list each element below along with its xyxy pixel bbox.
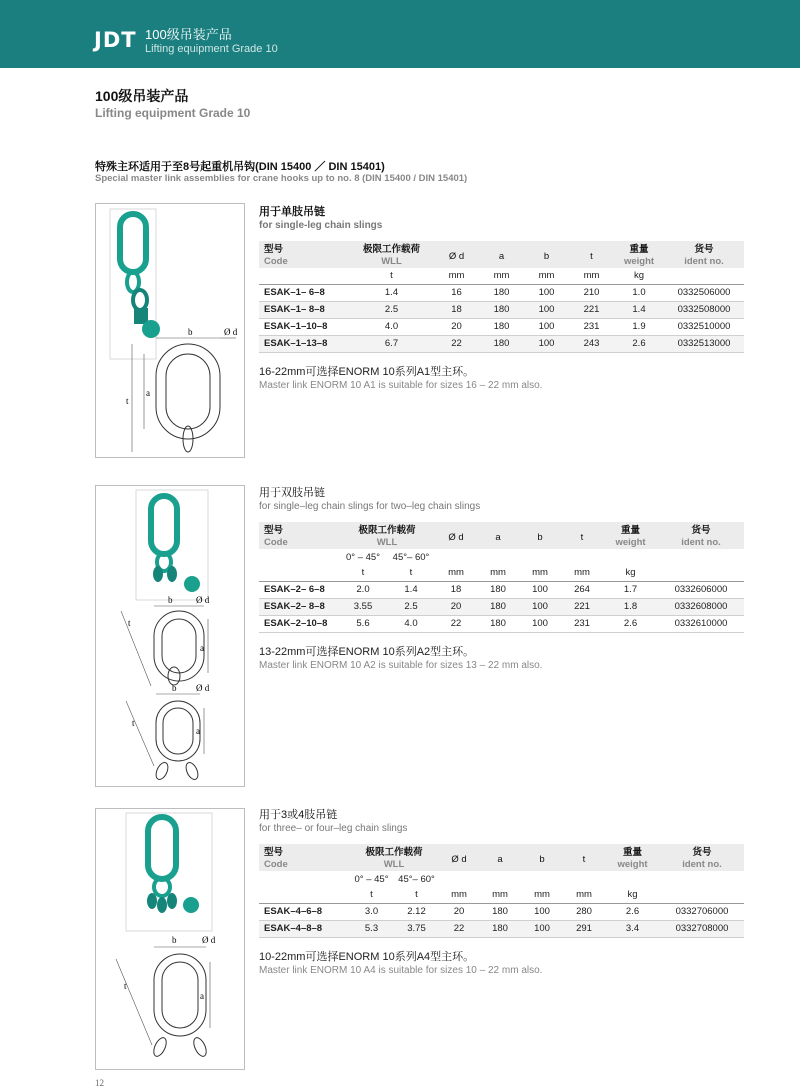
hdr-b: b <box>524 241 569 268</box>
hdr-ident-en: ident no. <box>684 256 724 267</box>
section-two-leg <box>259 486 744 673</box>
section-single-leg <box>259 205 744 393</box>
spec-table-single-leg <box>259 241 744 353</box>
header-title-en: Lifting equipment Grade 10 <box>145 43 278 55</box>
hdr-weight-cn: 重量 <box>629 244 649 255</box>
units-row: t t mm mm mm mm kg <box>259 565 744 581</box>
hdr-weight-en: weight <box>623 256 655 267</box>
table-header-row: 型号 Code 极限工作载荷 WLL Ø d a b t 重量 weight 货号 ident no. <box>259 844 744 871</box>
note-en: Master link ENORM 10 A1 is suitable for sizes 16 – 22 mm also. <box>259 379 543 391</box>
svg-text:b: b <box>168 595 173 605</box>
spec-table-two-leg <box>259 522 744 633</box>
four-leg-drawing <box>116 935 216 1058</box>
page-title-en: Lifting equipment Grade 10 <box>95 106 251 120</box>
table-row: ESAK–2– 6–8 2.0 1.4 18 180 100 264 1.7 0332606000 <box>259 581 744 598</box>
note-cn: 10-22mm可选择ENORM 10系列A4型主环。 <box>259 950 475 963</box>
note-en: Master link ENORM 10 A4 is suitable for sizes 10 – 22 mm also. <box>259 964 543 976</box>
table-row: ESAK–1–10–8 4.0 20 180 100 231 1.9 0332510000 <box>259 318 744 335</box>
table-row: ESAK–1– 8–8 2.5 18 180 100 221 1.4 0332508000 <box>259 301 744 318</box>
note-cn: 13-22mm可选择ENORM 10系列A2型主环。 <box>259 645 475 658</box>
figure-two-leg <box>95 485 245 787</box>
hdr-wll-en: WLL <box>381 256 402 267</box>
table-header-row <box>259 241 744 268</box>
master-link-photo <box>147 817 199 913</box>
section-title-cn: 用于单肢吊链 <box>259 206 325 218</box>
table-row: ESAK–1– 6–8 1.4 16 180 100 210 1.0 0332506000 <box>259 284 744 301</box>
hdr-t: t <box>569 241 614 268</box>
units-row: t t mm mm mm mm kg <box>259 887 744 903</box>
hdr-code-cn: 型号 <box>264 244 284 255</box>
hdr-ident-cn: 货号 <box>694 244 714 255</box>
hdr-code-en: Code <box>264 256 288 267</box>
svg-text:a: a <box>196 726 200 736</box>
figure-single-leg <box>95 203 245 458</box>
units-row: t mm mm mm mm kg <box>259 268 744 284</box>
hdr-d: Ø d <box>434 241 479 268</box>
table-row: ESAK–4–6–8 3.0 2.12 20 180 100 280 2.6 0332706000 <box>259 903 744 920</box>
section-title-cn: 用于双肢吊链 <box>259 487 325 499</box>
section-four-leg <box>259 808 744 978</box>
table-row: ESAK–1–13–8 6.7 22 180 100 243 2.6 0332513000 <box>259 335 744 352</box>
svg-text:a: a <box>200 991 204 1001</box>
master-link-drawing <box>126 327 238 452</box>
hdr-wll-cn: 极限工作载荷 <box>362 244 420 255</box>
dim-t-label: t <box>126 396 129 406</box>
note-en: Master link ENORM 10 A2 is suitable for sizes 13 – 22 mm also. <box>259 659 543 671</box>
svg-text:b: b <box>172 935 177 945</box>
dim-b-label: b <box>188 327 193 337</box>
subtitle-en: Special master link assemblies for crane hooks up to no. 8 (DIN 15400 / DIN 15401) <box>95 173 468 184</box>
svg-text:Ø d: Ø d <box>196 595 210 605</box>
master-link-photo <box>151 496 200 592</box>
page-header <box>0 0 800 68</box>
section-title-en: for three– or four–leg chain slings <box>259 823 408 834</box>
figure-four-leg <box>95 808 245 1070</box>
table-row: ESAK–2–10–8 5.6 4.0 22 180 100 231 2.6 0332610000 <box>259 615 744 632</box>
two-leg-drawing-top <box>121 595 210 686</box>
master-link-photo <box>120 214 160 338</box>
angles-row: 0° – 45° 45°– 60° <box>345 551 430 563</box>
spec-table-four-leg <box>259 844 744 938</box>
svg-text:t: t <box>132 718 135 728</box>
subtitle-cn: 特殊主环适用于至8号起重机吊钩(DIN 15400 ／ DIN 15401) <box>95 161 385 173</box>
svg-text:t: t <box>124 981 127 991</box>
hdr-a: a <box>479 241 524 268</box>
svg-text:Ø d: Ø d <box>202 935 216 945</box>
table-header-row: 型号 Code 极限工作载荷 WLL Ø d a b t 重量 weight 货号 ident no. <box>259 522 744 549</box>
svg-text:Ø d: Ø d <box>196 683 210 693</box>
dim-d-label: Ø d <box>224 327 238 337</box>
svg-text:b: b <box>172 683 177 693</box>
table-row: ESAK–2– 8–8 3.55 2.5 20 180 100 221 1.8 0332608000 <box>259 598 744 615</box>
brand-logo: JDT <box>94 28 137 52</box>
svg-text:t: t <box>128 618 131 628</box>
note-cn: 16-22mm可选择ENORM 10系列A1型主环。 <box>259 365 475 378</box>
table-row: ESAK–4–8–8 5.3 3.75 22 180 100 291 3.4 0332708000 <box>259 920 744 937</box>
header-title-cn: 100级吊装产品 <box>145 27 232 42</box>
page-title-cn: 100级吊装产品 <box>95 88 189 104</box>
page-number: 12 <box>95 1078 104 1088</box>
angles-row: 0° – 45° 45°– 60° <box>354 873 435 885</box>
svg-text:a: a <box>200 643 204 653</box>
two-leg-drawing-bottom <box>126 683 210 781</box>
section-title-en: for single–leg chain slings for two–leg chain slings <box>259 501 481 512</box>
dim-a-label: a <box>146 388 150 398</box>
section-title-en: for single-leg chain slings <box>259 220 383 231</box>
section-title-cn: 用于3或4肢吊链 <box>259 809 338 821</box>
